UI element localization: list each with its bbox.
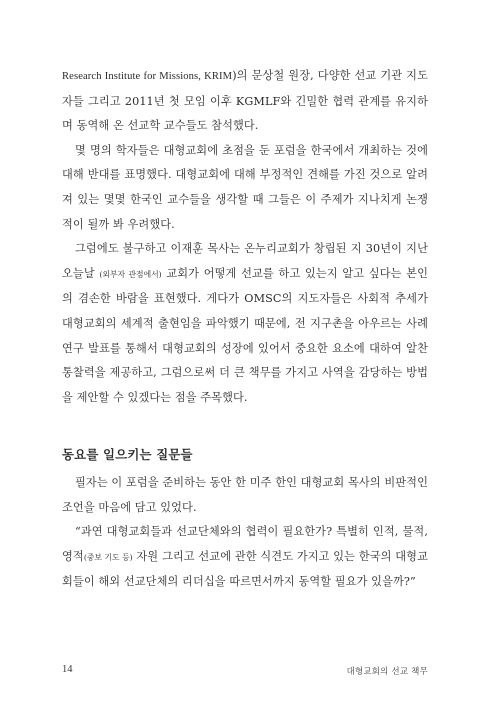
section-heading: 동요를 일으키는 질문들 [62,447,193,463]
page-footer [62,664,428,684]
body-text [62,64,428,595]
block-quote [62,520,428,595]
paragraph-3-aside: (외부자 관점에서) [99,269,162,279]
quote-aside: (중보 기도 등) [83,552,133,562]
paragraph-3-text-b: 교회가 어떻게 선교를 하고 있는지 알고 싶다는 본인의 겸손한 바람을 표현했다. 게다가 OMSC의 지도자들은 사회적 추세가 대형교회의 세계적 출현임을 파악했기 때문에, 전 지구촌을 아우르는 사례 연구 발표를 통해서 대형교회의 성장에 있어서 중요한 요소에 대하여 알찬 통찰력을 제공하고, 그럼으로써 더 큰 책무를 가지고 사역을 감당하는 방법을 제안할 수 있겠다는 점을 주목했다. [62,266,428,404]
paragraph-4: 필자는 이 포럼을 준비하는 동안 한 미주 한인 대형교회 목사의 비판적인 조언을 마음에 담고 있었다. [62,475,428,514]
paragraph-1-text: )의 문상철 원장, 다양한 선교 기관 지도자들 그리고 2011년 첫 모임 이후 KGMLF와 긴밀한 협력 관계를 유지하며 동역해 온 선교학 교수들도 참석했다. [62,69,428,133]
paragraph-2: 몇 명의 학자들은 대형교회에 초점을 둔 포럼을 한국에서 개최하는 것에 대해 반대를 표명했다. 대형교회에 대해 부정적인 견해를 가진 것으로 알려져 있는 몇몇 한국인 교수들을 생각할 때 그들은 이 주제가 지나치게 논쟁적이 될까 봐 우려했다. [62,143,428,231]
quote-text-a: “과연 대형교회들과 선교단체와의 협력이 필요한가? 특별히 인적, 물적, 영적 [62,525,428,563]
institute-name: Research Institute for Missions, KRIM [62,71,233,82]
paragraph-3-text-a: 그럼에도 불구하고 이재훈 목사는 온누리교회가 창립된 지 30년이 지난 오늘날 [62,242,428,280]
quote-text-b: 자원 그리고 선교에 관한 식견도 가지고 있는 한국의 대형교회들이 해외 선교단체의 리더십을 따르면서까지 동역할 필요가 있을까?” [62,549,428,589]
running-title: 대형교회의 선교 책무 [346,666,428,676]
paragraph-1 [62,64,428,139]
page-number: 14 [62,664,73,675]
paragraph-3 [62,237,428,410]
